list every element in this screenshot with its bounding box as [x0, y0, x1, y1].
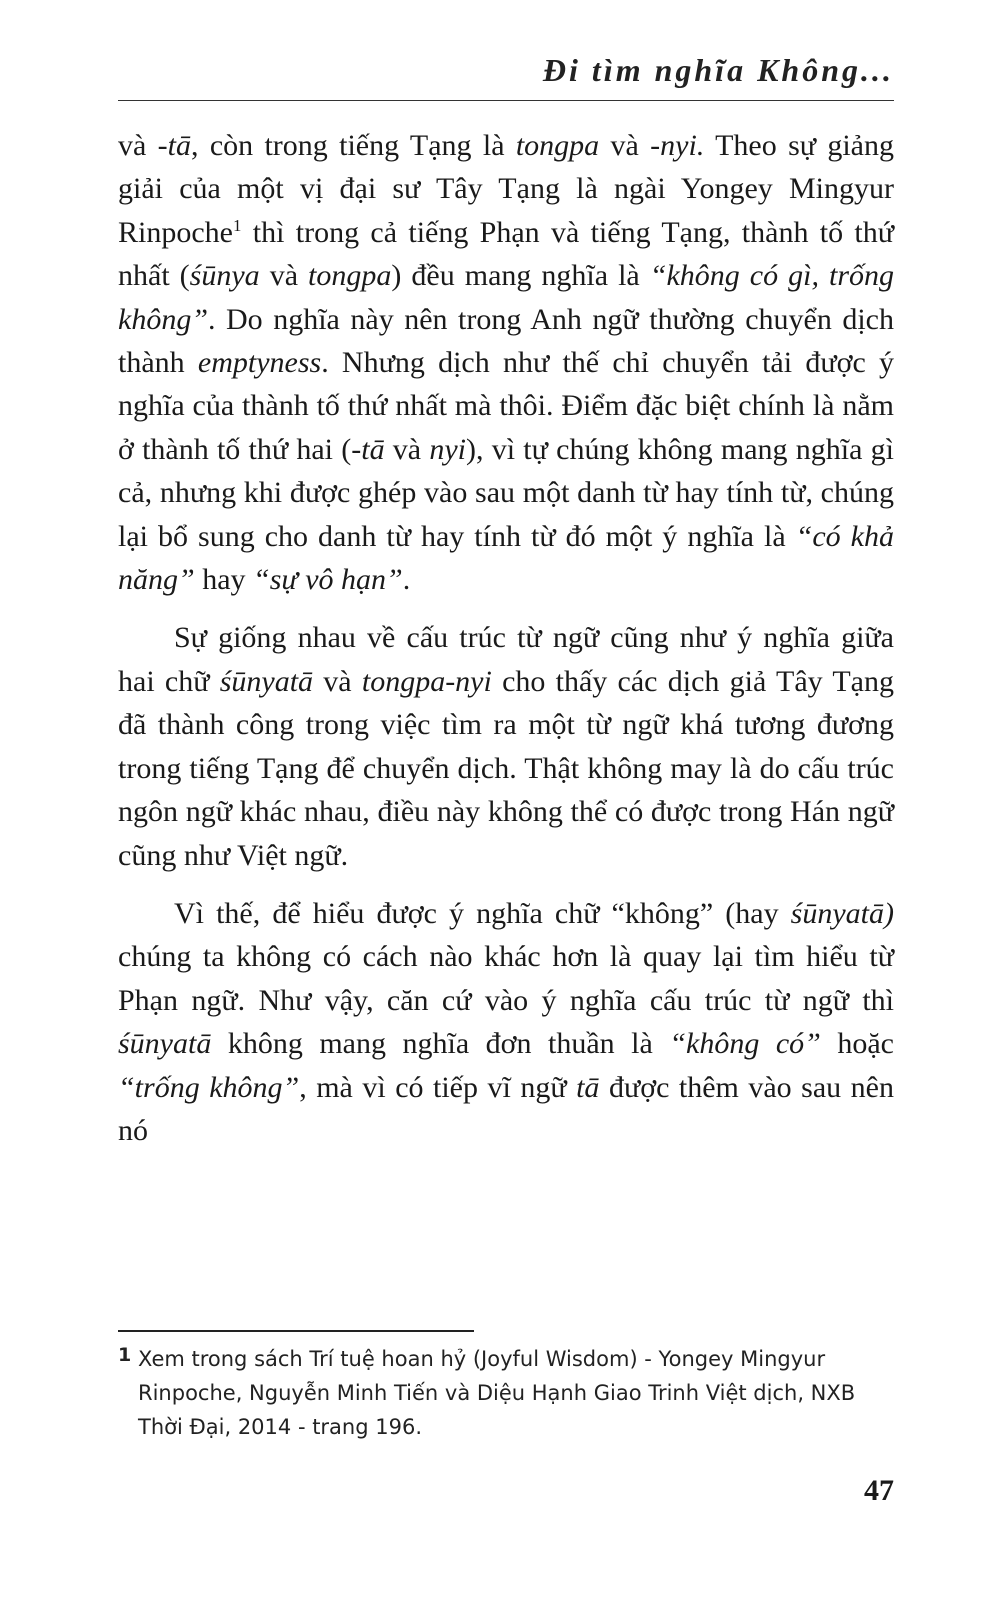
text-run: Vì thế, để hiểu được ý nghĩa chữ “không” (hay	[174, 896, 791, 930]
text-run: Sự giống nhau về cấu trúc từ ngữ cũng như ý nghĩa giữa hai chữ	[118, 621, 894, 698]
text-run: . Do nghĩa này nên trong Anh ngữ thường chuyển dịch thành	[118, 302, 894, 380]
text-run: và	[118, 129, 158, 162]
page-number: 47	[864, 1474, 894, 1507]
text-run: cho thấy các dịch giả Tây Tạng đã thành công trong việc tìm ra một từ ngữ khá tương đương trong tiếng Tạng để chuyển dịch. Thật không may là do cấu trúc ngôn ngữ khác nhau, điều này không thể có được trong Hán ngữ cũng như Việt ngữ.	[118, 664, 894, 872]
body-text	[118, 124, 894, 1152]
text-run: ) đều mang nghĩa là	[391, 259, 650, 293]
text-run-italic: śūnyatā)	[790, 896, 894, 930]
text-run: .	[402, 563, 411, 597]
text-run-italic: “không có gì, trống không”	[118, 259, 894, 336]
text-run: ), vì tự chúng không mang nghĩa gì cả, nhưng khi được ghép vào sau một danh từ hay tính từ, chúng lại bổ sung cho danh từ hay tính từ đó một ý nghĩa là	[118, 432, 894, 553]
text-run: thì trong cả tiếng Phạn và tiếng Tạng, thành tố thứ nhất (	[118, 215, 894, 293]
footnote-mark: 1	[118, 1344, 132, 1366]
text-run-italic: -nyi.	[650, 129, 705, 162]
text-run: Theo sự giảng giải của một vị đại sư Tây Tạng là ngài Yongey Mingyur Rinpoche	[118, 129, 894, 249]
text-run-italic: “có khả năng”	[118, 519, 894, 597]
running-header: Đi tìm nghĩa Không...	[542, 52, 894, 88]
text-run-italic: tongpa-nyi	[361, 664, 492, 698]
paragraph-1	[118, 124, 894, 601]
text-run-italic: emptyness	[197, 346, 322, 380]
text-run: và	[259, 259, 309, 293]
text-run-italic: “không có”	[669, 1027, 821, 1061]
footnote-reference[interactable]: 1	[232, 215, 242, 235]
text-run: . Nhưng dịch như thế chỉ chuyển tải được ý nghĩa của thành tố thứ nhất mà thôi. Điểm đặc biệt chính là nằm ở thành tố thứ hai (	[118, 346, 894, 466]
text-run-italic: śūnyatā	[219, 664, 314, 698]
text-run-italic: tongpa	[515, 129, 600, 162]
paragraph-3	[118, 892, 894, 1152]
text-run-italic: śūnyatā	[118, 1027, 212, 1061]
text-run: không mang nghĩa đơn thuần là	[211, 1027, 670, 1061]
text-run: hay	[194, 563, 254, 597]
paragraph-2	[118, 616, 894, 876]
text-run: chúng ta không có cách nào khác hơn là quay lại tìm hiểu từ Phạn ngữ. Như vậy, căn cứ vào ý nghĩa cấu trúc từ ngữ thì	[118, 940, 894, 1017]
text-run: , mà vì có tiếp vĩ ngữ	[299, 1070, 577, 1104]
text-run-italic: “trống không”	[118, 1070, 300, 1104]
text-run: và	[599, 129, 651, 162]
text-run: , còn trong tiếng Tạng là	[190, 129, 516, 162]
text-run: và	[313, 664, 362, 698]
text-run-italic: tongpa	[308, 259, 392, 293]
text-run-italic: śūnya	[189, 259, 260, 293]
text-run: và	[384, 432, 430, 466]
text-run-italic: tā	[576, 1070, 600, 1104]
text-run-italic: -tā	[351, 432, 385, 466]
footnote-text: Xem trong sách Trí tuệ hoan hỷ (Joyful Wisdom) - Yongey Mingyur Rinpoche, Nguyễn Minh Tiến và Diệu Hạnh Giao Trinh Việt dịch, NXB Thời Đại, 2014 - trang 196.	[138, 1347, 856, 1439]
text-run-italic: -tā	[157, 129, 191, 162]
text-run-italic: “sự vô hạn”	[253, 563, 403, 597]
footnote-rule	[118, 1330, 474, 1332]
text-run-italic: nyi	[429, 432, 467, 466]
footnote	[118, 1342, 894, 1444]
header-rule	[118, 100, 894, 101]
text-run: được thêm vào sau nên nó	[118, 1070, 894, 1147]
text-run: hoặc	[820, 1027, 894, 1061]
